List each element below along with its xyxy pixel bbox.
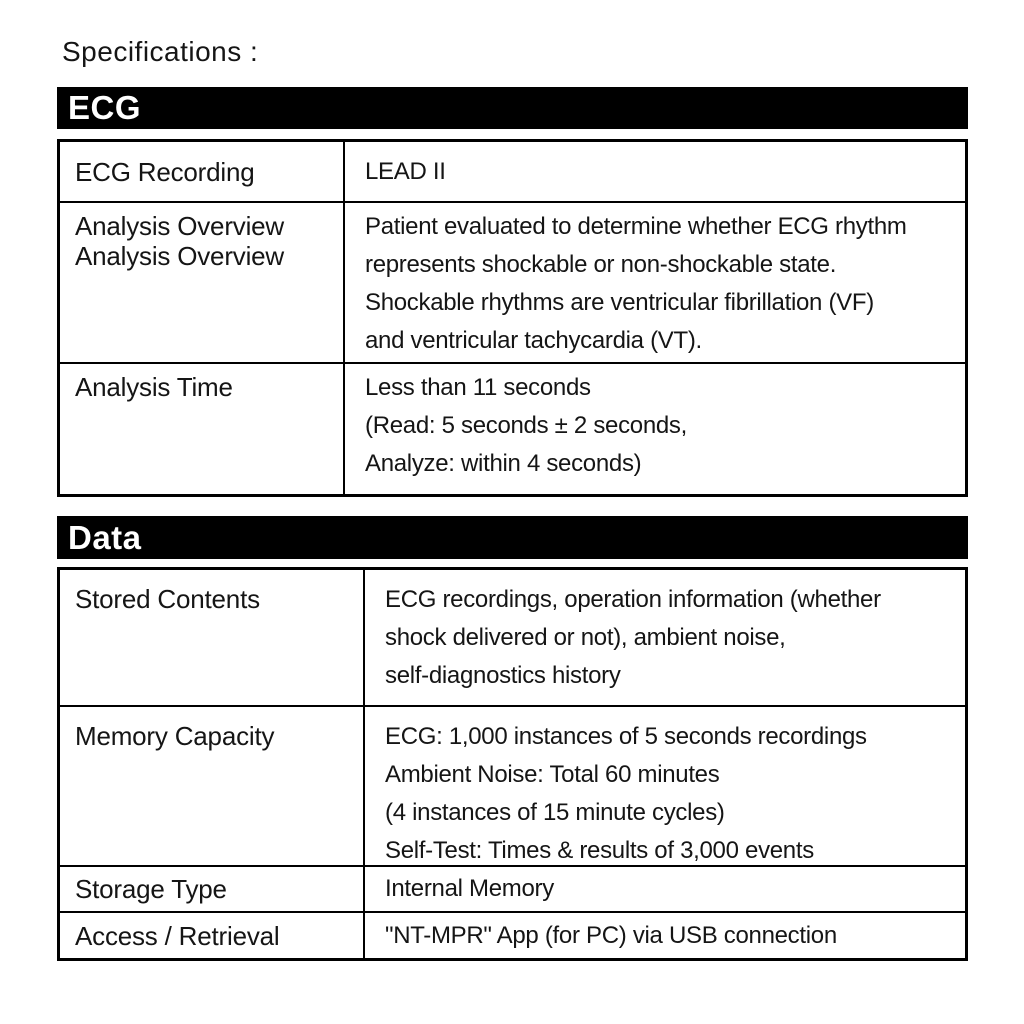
row-label: Stored Contents	[75, 584, 260, 614]
row-label: Analysis Time	[75, 372, 233, 402]
table-row-stored-contents	[60, 570, 965, 707]
row-value-cell	[365, 707, 965, 865]
row-label-cell	[60, 707, 365, 865]
row-value: Less than 11 seconds	[365, 374, 591, 401]
section-header-data	[57, 516, 968, 559]
data-spec-table	[57, 567, 968, 961]
row-value: Internal Memory	[385, 875, 554, 902]
table-row-ecg-recording	[60, 142, 965, 203]
row-value-cell	[365, 570, 965, 705]
table-row-analysis-time	[60, 364, 965, 494]
row-value: (4 instances of 15 minute cycles)	[385, 799, 725, 826]
row-value: and ventricular tachycardia (VT).	[365, 327, 702, 354]
row-label-cell	[60, 203, 345, 362]
row-value-cell	[365, 867, 965, 911]
row-label: Memory Capacity	[75, 721, 275, 751]
row-value: self-diagnostics history	[385, 662, 621, 689]
section-header-ecg	[57, 87, 968, 129]
row-value-cell	[345, 142, 965, 201]
row-value: Shockable rhythms are ventricular fibrillation (VF)	[365, 289, 874, 316]
row-label-cell	[60, 364, 345, 494]
row-label-cell	[60, 570, 365, 705]
row-value-cell	[365, 913, 965, 958]
table-row-storage-type	[60, 867, 965, 913]
row-value: Analyze: within 4 seconds)	[365, 450, 642, 477]
row-label: ECG Recording	[75, 156, 255, 187]
row-value-cell	[345, 203, 965, 362]
section-header-ecg-label: ECG	[68, 89, 142, 126]
row-value: Self-Test: Times & results of 3,000 events	[385, 837, 814, 864]
row-value: "NT-MPR" App (for PC) via USB connection	[385, 921, 837, 949]
row-value: ECG recordings, operation information (whether	[385, 586, 881, 613]
row-value-cell	[345, 364, 965, 494]
row-label: Storage Type	[75, 874, 227, 904]
section-header-data-label: Data	[68, 518, 142, 556]
row-value: shock delivered or not), ambient noise,	[385, 624, 786, 651]
row-value: LEAD II	[365, 157, 446, 185]
row-label-cell	[60, 913, 365, 958]
row-value: (Read: 5 seconds ± 2 seconds,	[365, 412, 687, 439]
row-value: Patient evaluated to determine whether ECG rhythm	[365, 213, 907, 240]
row-label-cell	[60, 142, 345, 201]
table-row-access-retrieval	[60, 913, 965, 958]
page-title: Specifications :	[62, 36, 259, 67]
ecg-spec-table	[57, 139, 968, 497]
table-row-memory-capacity	[60, 707, 965, 867]
table-row-analysis-overview	[60, 203, 965, 364]
row-value: ECG: 1,000 instances of 5 seconds recordings	[385, 723, 867, 750]
row-label: Analysis Overview	[75, 211, 284, 241]
row-value: Ambient Noise: Total 60 minutes	[385, 761, 720, 788]
row-label-cell	[60, 867, 365, 911]
row-label: Access / Retrieval	[75, 920, 280, 951]
row-value: represents shockable or non-shockable state.	[365, 251, 837, 278]
row-label-ghost-duplicate: Analysis Overview	[75, 241, 284, 271]
